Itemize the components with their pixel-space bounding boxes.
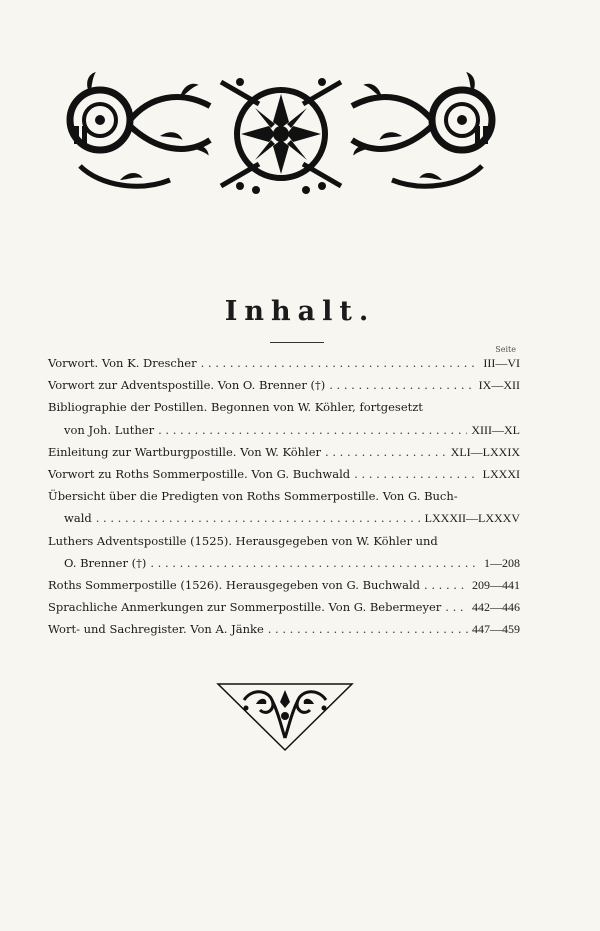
toc-entry-page: 209—441 [472, 578, 520, 593]
toc-entry-page: IX—XII [478, 378, 520, 393]
page-title: Inhalt. [224, 296, 376, 327]
toc-entry-page: LXXXI [482, 467, 520, 482]
ornament-triangle-icon [216, 682, 354, 752]
title-divider [270, 342, 324, 343]
toc-entry [48, 463, 520, 485]
toc-entry-page: 447—459 [472, 622, 520, 637]
leader-dots [329, 374, 474, 396]
toc-entry [48, 485, 520, 529]
toc-entry [48, 530, 520, 574]
toc-entry-page: XIII—XL [471, 422, 520, 437]
toc-entry-text-continued: O. Brenner (†) [64, 555, 147, 570]
toc-entry-text: Wort- und Sachregister. Von A. Jänke [48, 622, 264, 637]
toc-entry-text: Einleitung zur Wartburgpostille. Von W. Köhler [48, 444, 322, 459]
ornament-vignette-icon [60, 68, 502, 200]
leader-dots [158, 419, 467, 441]
leader-dots [96, 507, 421, 529]
leader-dots [150, 552, 480, 574]
toc-entry-page: XLI—LXXIX [450, 444, 520, 459]
toc-entry-page: III—VI [483, 356, 520, 370]
leader-dots [424, 574, 468, 596]
leader-dots [325, 441, 447, 463]
page-column-label: Seite [495, 345, 516, 354]
toc-entry [48, 574, 520, 596]
toc-entry [48, 396, 520, 440]
toc-entry-text: Vorwort zu Roths Sommerpostille. Von G. Buchwald [48, 467, 351, 482]
table-of-contents [48, 352, 520, 641]
toc-entry [48, 596, 520, 618]
leader-dots [445, 596, 468, 618]
toc-entry [48, 441, 520, 463]
toc-entry-text: Roths Sommerpostille (1526). Herausgegeben von G. Buchwald [48, 578, 421, 593]
leader-dots [201, 352, 480, 374]
toc-entry-text: Luthers Adventspostille (1525). Herausgegeben von W. Köhler und [48, 533, 438, 548]
toc-entry-text: Vorwort. Von K. Drescher [48, 356, 197, 370]
bottom-ornament [216, 682, 354, 752]
toc-entry-text: Sprachliche Anmerkungen zur Sommerpostille. Von G. Bebermeyer [48, 600, 442, 615]
toc-entry [48, 618, 520, 640]
toc-entry-text-continued: von Joh. Luther [64, 422, 155, 437]
toc-entry-text: Bibliographie der Postillen. Begonnen von W. Köhler, fortgesetzt [48, 400, 423, 415]
toc-entry-page: 1—208 [484, 555, 520, 570]
toc-entry-text-continued: wald [64, 511, 92, 526]
leader-dots [268, 618, 468, 640]
toc-entry-page: 442—446 [472, 600, 520, 615]
toc-entry-text: Übersicht über die Predigten von Roths Sommerpostille. Von G. Buch- [48, 489, 458, 504]
toc-entry-page: LXXXII—LXXXV [424, 511, 520, 526]
toc-entry [48, 352, 520, 374]
toc-entry-text: Vorwort zur Adventspostille. Von O. Brenner (†) [48, 378, 326, 393]
top-ornament [60, 68, 502, 200]
toc-entry [48, 374, 520, 396]
leader-dots [354, 463, 479, 485]
